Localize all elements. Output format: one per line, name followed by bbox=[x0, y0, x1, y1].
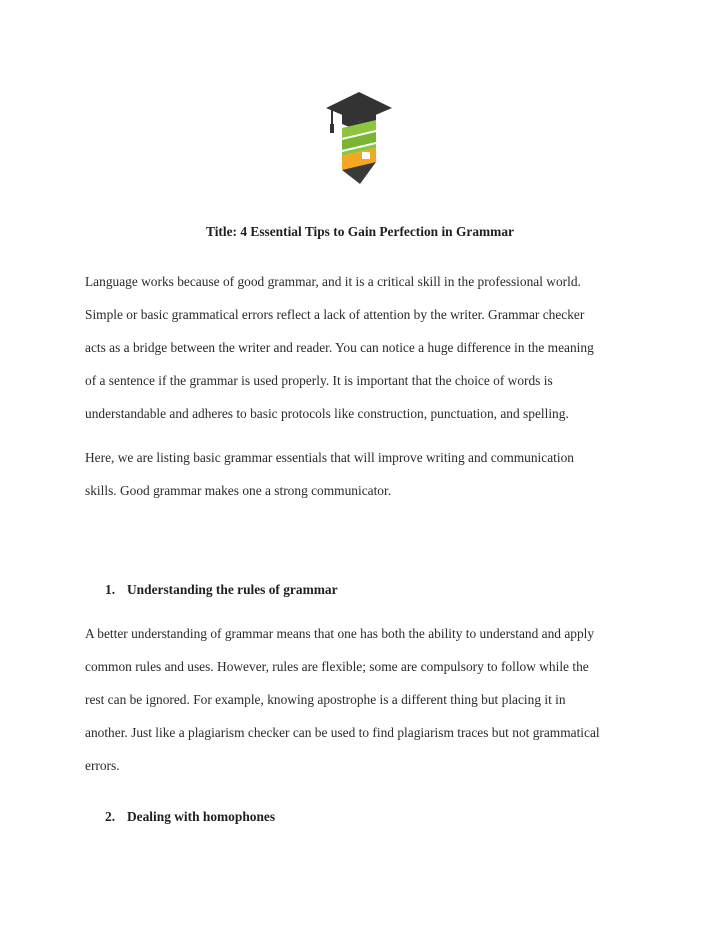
paragraph-line: of a sentence if the grammar is used properly. It is important that the choice of words is bbox=[85, 373, 553, 388]
paragraph-line: rest can be ignored. For example, knowing apostrophe is a different thing but placing it in bbox=[85, 692, 566, 707]
section-paragraph bbox=[85, 627, 665, 792]
document-title: Title: 4 Essential Tips to Gain Perfection in Grammar bbox=[206, 224, 514, 239]
graduation-cap-pencil-icon bbox=[324, 90, 394, 186]
paragraph-line: Simple or basic grammatical errors reflect a lack of attention by the writer. Grammar checker bbox=[85, 307, 585, 322]
paragraph-line: A better understanding of grammar means that one has both the ability to understand and apply bbox=[85, 626, 595, 641]
section-number: 1. bbox=[105, 582, 116, 597]
section-heading-text: Understanding the rules of grammar bbox=[127, 582, 338, 597]
paragraph-line: errors. bbox=[85, 758, 120, 773]
section-heading-text: Dealing with homophones bbox=[127, 809, 276, 824]
paragraph-line: common rules and uses. However, rules are flexible; some are compulsory to follow while the bbox=[85, 659, 589, 674]
paragraph-line: acts as a bridge between the writer and reader. You can notice a huge difference in the meaning bbox=[85, 340, 594, 355]
section-heading bbox=[105, 809, 275, 825]
listing-paragraph bbox=[85, 451, 665, 517]
paragraph-line: skills. Good grammar makes one a strong communicator. bbox=[85, 483, 392, 498]
paragraph-line: Language works because of good grammar, and it is a critical skill in the professional world. bbox=[85, 274, 581, 289]
paragraph-line: Here, we are listing basic grammar essentials that will improve writing and communication bbox=[85, 450, 574, 465]
paragraph-line: understandable and adheres to basic protocols like construction, punctuation, and spelling. bbox=[85, 406, 569, 421]
paragraph-line: another. Just like a plagiarism checker can be used to find plagiarism traces but not grammatical bbox=[85, 725, 600, 740]
section-number: 2. bbox=[105, 809, 116, 824]
section-heading bbox=[105, 582, 338, 598]
intro-paragraph bbox=[85, 275, 665, 440]
